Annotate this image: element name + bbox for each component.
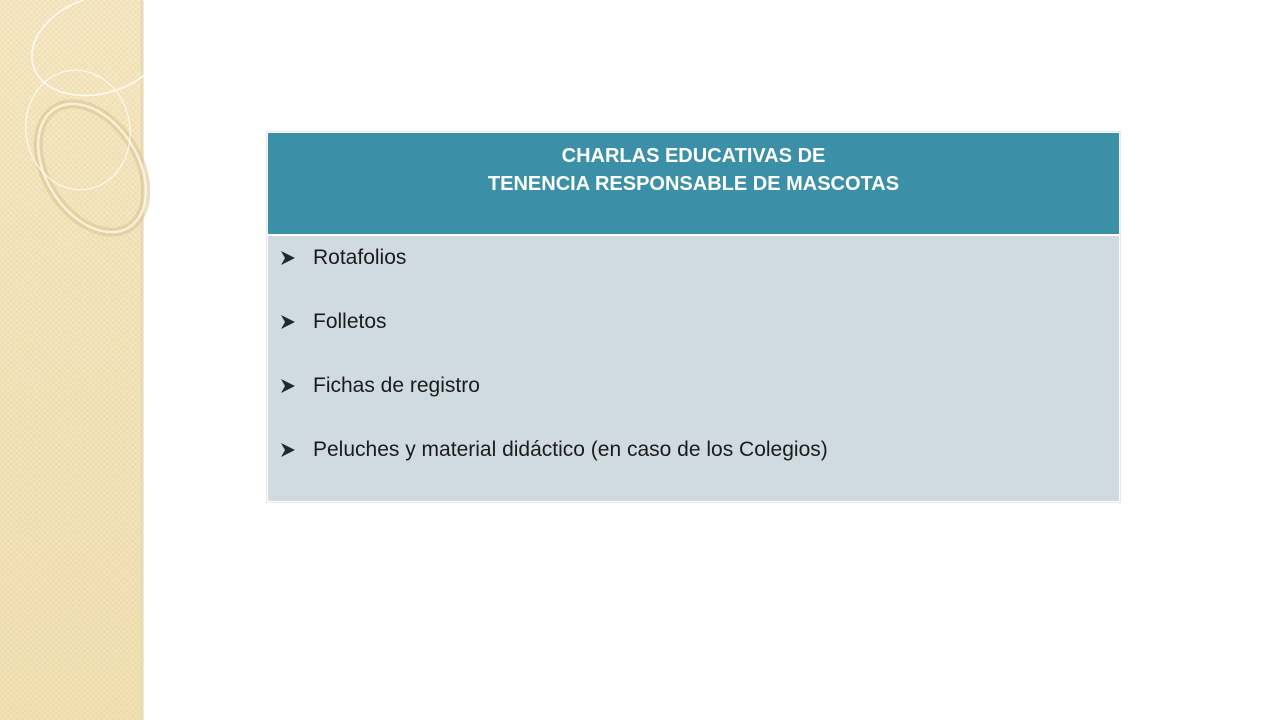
arrowhead-bullet-icon	[280, 314, 296, 330]
arrowhead-bullet-icon	[280, 250, 296, 266]
arrowhead-bullet-icon	[280, 442, 296, 458]
content-table	[267, 132, 1120, 502]
item-text: Folletos	[313, 310, 387, 333]
title-line-1: CHARLAS EDUCATIVAS DE	[561, 145, 826, 167]
list-item	[280, 246, 1119, 270]
table-header	[268, 133, 1119, 236]
list-item	[280, 310, 1119, 334]
table-body	[268, 236, 1119, 501]
list-item	[280, 374, 1119, 398]
arrowhead-bullet-icon	[280, 378, 296, 394]
item-text: Rotafolios	[313, 246, 407, 269]
item-text: Peluches y material didáctico (en caso de los Colegios)	[313, 438, 828, 461]
list-item	[280, 438, 1119, 462]
title-line-2: TENENCIA RESPONSABLE DE MASCOTAS	[487, 173, 900, 195]
item-text: Fichas de registro	[313, 374, 480, 397]
decorative-rings	[0, 0, 150, 260]
